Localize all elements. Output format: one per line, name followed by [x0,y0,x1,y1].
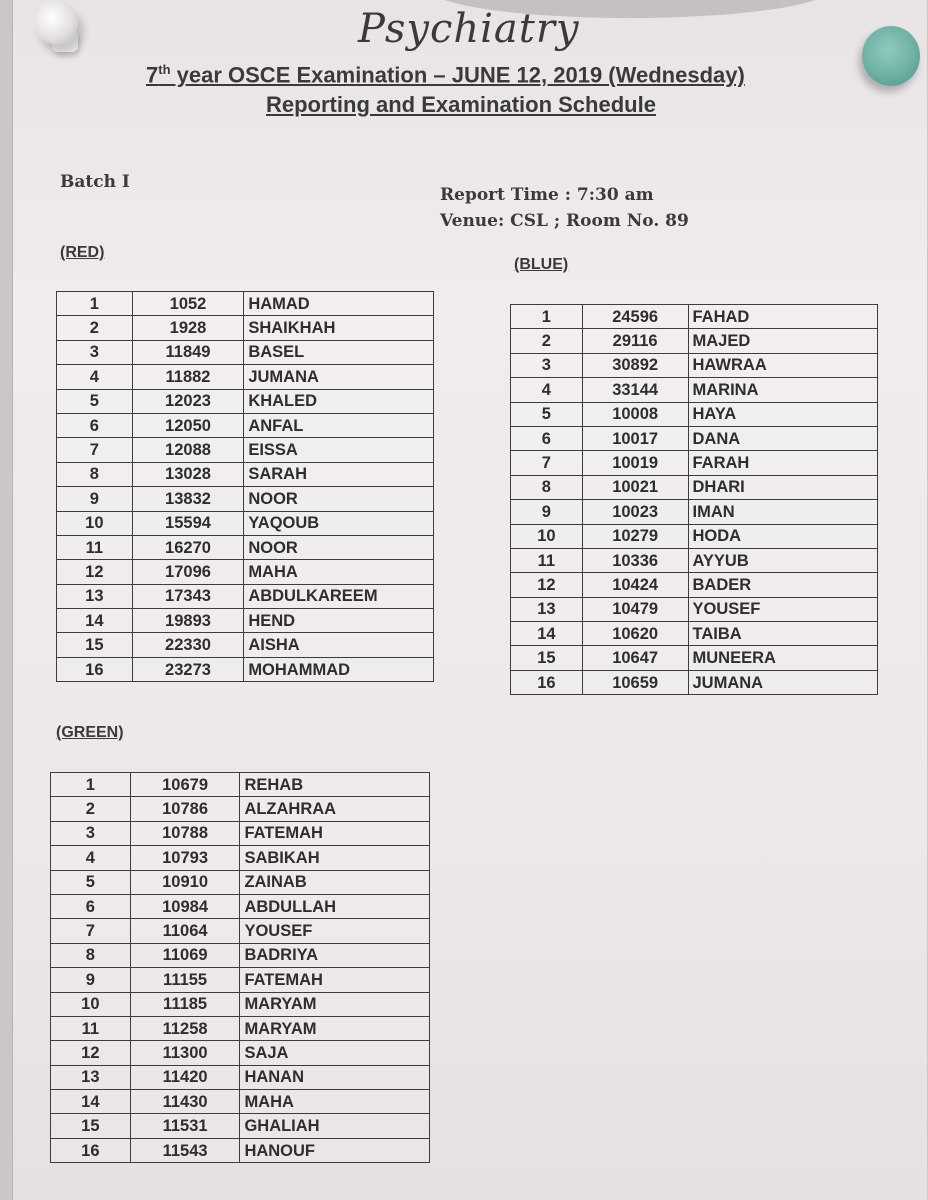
student-name: REHAB [240,773,430,797]
student-id: 10336 [582,548,688,572]
table-row [51,1090,430,1114]
row-number: 1 [511,305,583,329]
table-row [51,1138,430,1162]
student-id: 11849 [132,340,244,364]
student-id: 17343 [132,584,244,608]
student-id: 24596 [582,305,688,329]
student-id: 1052 [132,292,244,316]
student-id: 30892 [582,353,688,377]
row-number: 15 [57,633,133,657]
row-number: 16 [51,1138,131,1162]
student-name: IMAN [688,500,878,524]
student-name: BASEL [244,340,434,364]
row-number: 4 [511,378,583,402]
table-row [511,670,878,694]
student-name: MAHA [244,560,434,584]
row-number: 12 [57,560,133,584]
row-number: 3 [511,353,583,377]
student-name: ALZAHRAA [240,797,430,821]
row-number: 15 [511,646,583,670]
table-row [57,365,434,389]
row-number: 15 [51,1114,131,1138]
table-row [511,548,878,572]
student-id: 11420 [130,1065,240,1089]
student-id: 11882 [132,365,244,389]
student-name: SABIKAH [240,846,430,870]
row-number: 6 [511,426,583,450]
student-name: MARYAM [240,1016,430,1040]
student-name: HAMAD [244,292,434,316]
student-id: 10021 [582,475,688,499]
student-name: MARYAM [240,992,430,1016]
table-row [51,894,430,918]
student-id: 12050 [132,413,244,437]
table-row [511,305,878,329]
student-id: 10424 [582,573,688,597]
row-number: 1 [57,292,133,316]
row-number: 2 [511,329,583,353]
row-number: 14 [511,622,583,646]
table-row [57,560,434,584]
blue-group-label: (BLUE) [514,256,569,273]
student-id: 10788 [130,821,240,845]
student-name: FARAH [688,451,878,475]
row-number: 11 [51,1016,131,1040]
student-name: AISHA [244,633,434,657]
row-number: 7 [511,451,583,475]
student-id: 11543 [130,1138,240,1162]
student-name: HAWRAA [688,353,878,377]
row-number: 11 [511,548,583,572]
student-name: NOOR [244,535,434,559]
table-row [51,870,430,894]
row-number: 12 [51,1041,131,1065]
student-name: NOOR [244,487,434,511]
student-name: YOUSEF [688,597,878,621]
table-row [57,633,434,657]
student-name: SHAIKHAH [244,316,434,340]
row-number: 2 [51,797,131,821]
table-row [511,353,878,377]
student-id: 10647 [582,646,688,670]
student-name: GHALIAH [240,1114,430,1138]
table-row [511,402,878,426]
table-row [57,292,434,316]
table-row [511,500,878,524]
row-number: 8 [57,462,133,486]
student-id: 10017 [582,426,688,450]
student-id: 10786 [130,797,240,821]
table-row [511,451,878,475]
student-name: ANFAL [244,413,434,437]
row-number: 11 [57,535,133,559]
table-row [511,622,878,646]
red-group-label: (RED) [60,244,105,261]
row-number: 5 [511,402,583,426]
table-row [57,413,434,437]
student-name: BADRIYA [240,943,430,967]
row-number: 13 [51,1065,131,1089]
row-number: 9 [57,487,133,511]
table-row [511,329,878,353]
student-name: HAYA [688,402,878,426]
row-number: 14 [57,609,133,633]
table-row [51,1016,430,1040]
student-name: ZAINAB [240,870,430,894]
student-id: 13832 [132,487,244,511]
row-number: 3 [57,340,133,364]
teal-pushpin-icon [862,26,920,86]
student-id: 10910 [130,870,240,894]
student-name: SARAH [244,462,434,486]
student-id: 10793 [130,846,240,870]
row-number: 13 [57,584,133,608]
row-number: 14 [51,1090,131,1114]
student-name: MOHAMMAD [244,657,434,681]
table-row [57,609,434,633]
batch-label: Batch I [60,172,130,192]
student-name: HEND [244,609,434,633]
table-row [57,584,434,608]
student-name: BADER [688,573,878,597]
student-id: 12088 [132,438,244,462]
student-id: 11258 [130,1016,240,1040]
table-row [57,316,434,340]
row-number: 6 [51,894,131,918]
student-name: DANA [688,426,878,450]
green-group-table [50,772,430,1163]
student-name: ABDULKAREEM [244,584,434,608]
student-name: MAJED [688,329,878,353]
student-name: ABDULLAH [240,894,430,918]
student-id: 11155 [130,968,240,992]
student-id: 23273 [132,657,244,681]
table-row [51,943,430,967]
table-row [511,426,878,450]
student-id: 10659 [582,670,688,694]
student-name: FATEMAH [240,968,430,992]
student-name: MARINA [688,378,878,402]
student-name: MUNEERA [688,646,878,670]
venue: Venue: CSL ; Room No. 89 [440,211,689,231]
green-group-label: (GREEN) [56,724,124,741]
table-row [57,462,434,486]
table-row [51,992,430,1016]
table-row [51,821,430,845]
row-number: 8 [511,475,583,499]
table-row [57,389,434,413]
row-number: 10 [511,524,583,548]
student-id: 11064 [130,919,240,943]
student-id: 10279 [582,524,688,548]
row-number: 2 [57,316,133,340]
table-row [511,524,878,548]
student-id: 12023 [132,389,244,413]
student-id: 17096 [132,560,244,584]
student-id: 10023 [582,500,688,524]
student-id: 16270 [132,535,244,559]
report-info [440,182,689,234]
student-name: TAIBA [688,622,878,646]
student-id: 19893 [132,609,244,633]
student-id: 13028 [132,462,244,486]
row-number: 8 [51,943,131,967]
student-name: SAJA [240,1041,430,1065]
table-row [51,919,430,943]
row-number: 6 [57,413,133,437]
table-row [511,597,878,621]
student-name: JUMANA [688,670,878,694]
student-name: JUMANA [244,365,434,389]
table-row [511,475,878,499]
table-row [51,1065,430,1089]
student-id: 33144 [582,378,688,402]
row-number: 9 [51,968,131,992]
student-id: 10479 [582,597,688,621]
table-row [57,657,434,681]
row-number: 16 [57,657,133,681]
student-id: 10620 [582,622,688,646]
student-id: 11069 [130,943,240,967]
row-number: 7 [51,919,131,943]
student-name: HANAN [240,1065,430,1089]
row-number: 4 [51,846,131,870]
student-id: 15594 [132,511,244,535]
row-number: 5 [51,870,131,894]
table-row [57,535,434,559]
row-number: 10 [51,992,131,1016]
blue-group-table [510,304,878,695]
row-number: 4 [57,365,133,389]
red-group-table [56,291,434,682]
table-row [57,438,434,462]
table-row [51,968,430,992]
student-name: DHARI [688,475,878,499]
student-name: YOUSEF [240,919,430,943]
student-id: 11531 [130,1114,240,1138]
table-row [511,378,878,402]
student-name: HANOUF [240,1138,430,1162]
student-id: 10019 [582,451,688,475]
student-name: KHALED [244,389,434,413]
table-row [57,487,434,511]
table-row [51,846,430,870]
row-number: 1 [51,773,131,797]
table-row [51,797,430,821]
table-row [511,573,878,597]
student-id: 11430 [130,1090,240,1114]
page-title: 7th year OSCE Examination – JUNE 12, 2019 (Wednesday) [146,62,745,88]
student-name: HODA [688,524,878,548]
row-number: 9 [511,500,583,524]
row-number: 3 [51,821,131,845]
table-row [511,646,878,670]
report-time: Report Time : 7:30 am [440,185,654,205]
row-number: 16 [511,670,583,694]
student-name: FATEMAH [240,821,430,845]
student-id: 29116 [582,329,688,353]
student-name: YAQOUB [244,511,434,535]
student-id: 22330 [132,633,244,657]
student-id: 11300 [130,1041,240,1065]
student-id: 1928 [132,316,244,340]
student-name: AYYUB [688,548,878,572]
table-row [51,1114,430,1138]
row-number: 7 [57,438,133,462]
table-row [51,1041,430,1065]
handwritten-subject: Psychiatry [358,6,580,52]
white-pushpin-icon [34,0,78,44]
student-name: MAHA [240,1090,430,1114]
student-id: 10679 [130,773,240,797]
page-subtitle: Reporting and Examination Schedule [266,92,656,117]
row-number: 13 [511,597,583,621]
row-number: 5 [57,389,133,413]
student-id: 10008 [582,402,688,426]
student-name: FAHAD [688,305,878,329]
row-number: 12 [511,573,583,597]
student-id: 11185 [130,992,240,1016]
row-number: 10 [57,511,133,535]
student-name: EISSA [244,438,434,462]
table-row [57,511,434,535]
table-row [57,340,434,364]
student-id: 10984 [130,894,240,918]
table-row [51,773,430,797]
